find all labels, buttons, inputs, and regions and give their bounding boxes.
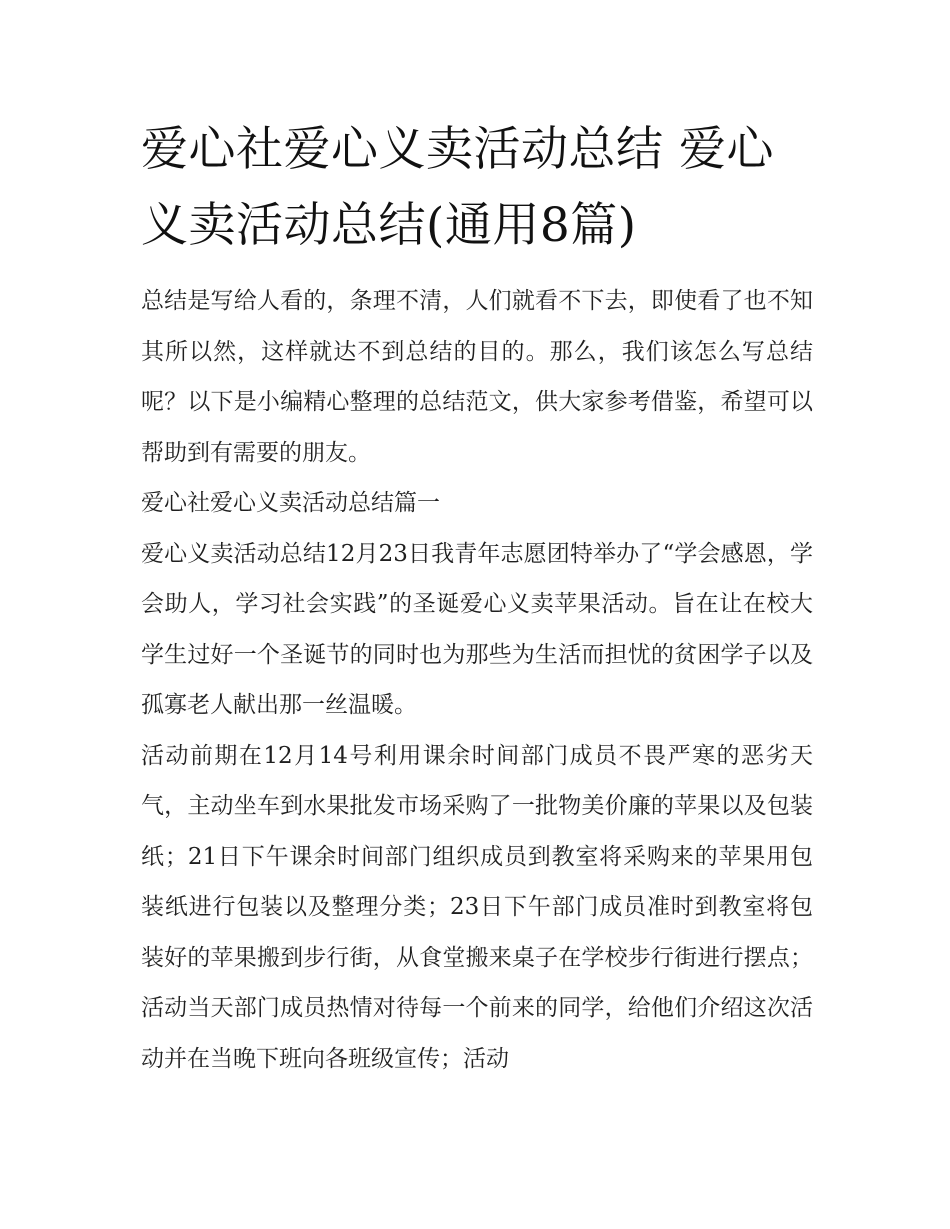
document-body: [141, 112, 813, 1084]
document-title: 爱心社爱心义卖活动总结 爱心义卖活动总结(通用8篇): [141, 122, 774, 253]
body-paragraph: 活动前期在12月14号利用课余时间部门成员不畏严寒的恶劣天气，主动坐车到水果批发市场采购了一批物美价廉的苹果以及包装纸；21日下午课余时间部门组织成员到教室将采购来的苹果用包装纸进行包装以及整理分类；23日下午部门成员准时到教室将包装好的苹果搬到步行街，从食堂搬来桌子在学校步行街进行摆点；活动当天部门成员热情对待每一个前来的同学，给他们介绍这次活动并在当晚下班向各班级宣传；活动: [141, 742, 813, 1072]
section-heading: 爱心社爱心义卖活动总结篇一: [141, 490, 440, 516]
intro-paragraph: 总结是写给人看的，条理不清，人们就看不下去，即使看了也不知其所以然，这样就达不到总结的目的。那么，我们该怎么写总结呢？以下是小编精心整理的总结范文，供大家参考借鉴，希望可以帮助到有需要的朋友。: [141, 288, 813, 466]
body-paragraph: 爱心义卖活动总结12月23日我青年志愿团特举办了“学会感恩，学会助人，学习社会实践”的圣诞爱心义卖苹果活动。旨在让在校大学生过好一个圣诞节的同时也为那些为生活而担忧的贫困学子以及孤寡老人献出那一丝温暖。: [141, 540, 813, 718]
